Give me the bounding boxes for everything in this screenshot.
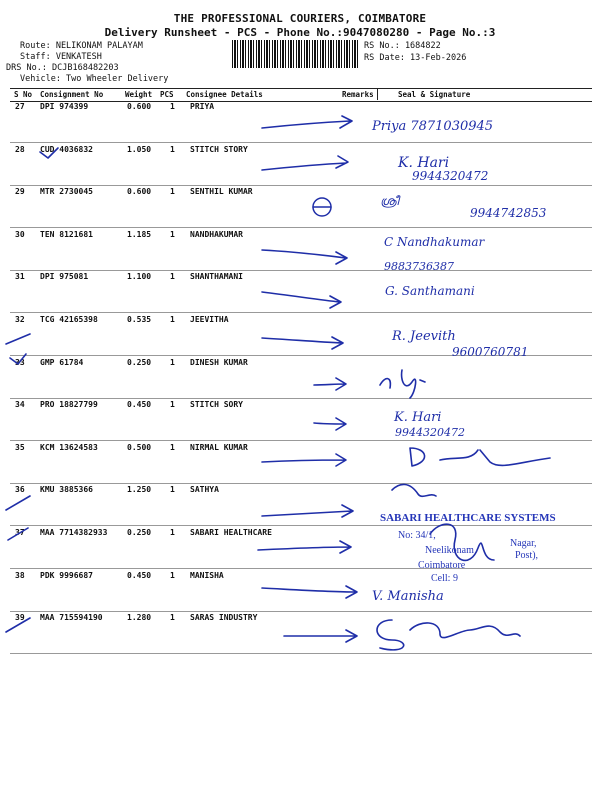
sign-27: Priya 7871030945 xyxy=(372,119,494,134)
row-weight: 0.535 xyxy=(127,315,152,324)
row-weight: 1.100 xyxy=(127,272,152,282)
sign-32a: R. Jeevith xyxy=(392,329,456,344)
row-weight: 1.185 xyxy=(127,229,152,239)
drs-label: DRS No.: DCJB168482203 xyxy=(6,63,119,73)
table-row xyxy=(10,611,592,654)
row-consignment: DPI 975081 xyxy=(40,272,89,282)
stamp-line3b: Post), xyxy=(515,550,539,561)
row-pcs: 1 xyxy=(170,485,175,495)
sign-29-mark: ശ്രീ xyxy=(380,194,399,208)
row-pcs: 1 xyxy=(170,613,175,623)
table-row xyxy=(10,483,592,526)
row-pcs: 1 xyxy=(170,144,175,154)
row-consignee: STITCH STORY xyxy=(190,144,248,154)
col-remarks: Remarks xyxy=(342,90,374,99)
vehicle-label: Vehicle: Two Wheeler Delivery xyxy=(20,74,169,84)
row-consignee: STITCH SORY xyxy=(190,400,243,410)
row-weight: 0.600 xyxy=(127,102,152,111)
col-seal: Seal & Signature xyxy=(398,90,471,99)
row-sno: 34 xyxy=(15,400,25,410)
row-pcs: 1 xyxy=(170,357,175,367)
row-consignment: KCM 13624583 xyxy=(40,442,98,452)
row-sno: 35 xyxy=(15,442,25,452)
row-consignment: PDK 9996687 xyxy=(40,570,93,580)
stamp-line2: No: 34/1, xyxy=(398,530,436,541)
runsheet-subtitle: Delivery Runsheet - PCS - Phone No.:9047080280 - Page No.:3 xyxy=(104,26,496,39)
table-row xyxy=(10,356,592,399)
table-row xyxy=(10,526,592,569)
row-pcs: 1 xyxy=(170,528,175,537)
row-consignee: NIRMAL KUMAR xyxy=(190,442,248,452)
row-sno: 37 xyxy=(15,528,25,537)
table-row xyxy=(10,441,592,484)
sign-30b: 9883736387 xyxy=(384,260,454,273)
row-sno: 32 xyxy=(15,315,25,324)
row-weight: 0.250 xyxy=(127,528,152,537)
stamp-line2b: Nagar, xyxy=(510,538,537,549)
row-sno: 29 xyxy=(15,187,25,197)
col-weight: Weight xyxy=(125,90,153,99)
barcode xyxy=(232,40,359,68)
row-consignment: KMU 3885366 xyxy=(40,485,93,495)
row-weight: 0.500 xyxy=(127,442,152,452)
row-weight: 1.250 xyxy=(127,485,152,495)
row-pcs: 1 xyxy=(170,229,175,239)
row-consignment: MAA 7714382933 xyxy=(40,528,108,537)
row-consignee: DINESH KUMAR xyxy=(190,357,248,367)
row-consignment: TCG 42165398 xyxy=(40,315,98,324)
row-consignee: MANISHA xyxy=(190,570,224,580)
row-consignment: PRO 18827799 xyxy=(40,400,98,410)
row-consignment: TEN 8121681 xyxy=(40,229,93,239)
col-pcs: PCS xyxy=(160,90,174,99)
row-weight: 1.050 xyxy=(127,144,152,154)
sign-28a: K. Hari xyxy=(398,155,450,171)
table-row xyxy=(10,228,592,271)
row-pcs: 1 xyxy=(170,187,175,197)
row-consignee: JEEVITHA xyxy=(190,315,229,324)
row-consignment: MTR 2730045 xyxy=(40,187,93,197)
sign-34a: K. Hari xyxy=(394,410,442,425)
row-pcs: 1 xyxy=(170,102,175,111)
row-sno: 36 xyxy=(15,485,25,495)
row-sno: 31 xyxy=(15,272,25,282)
row-sno: 28 xyxy=(15,144,25,154)
sign-30: C Nandhakumar xyxy=(384,235,485,249)
sign-31: G. Santhamani xyxy=(385,284,475,298)
header-divider xyxy=(377,88,378,100)
col-consignee: Consignee Details xyxy=(186,90,263,99)
row-sno: 30 xyxy=(15,229,25,239)
row-pcs: 1 xyxy=(170,400,175,410)
row-weight: 0.450 xyxy=(127,570,152,580)
row-consignee: PRIYA xyxy=(190,102,215,111)
sign-28b: 9944320472 xyxy=(412,169,489,183)
rs-number: RS No.: 1684822 xyxy=(364,41,441,51)
table-row xyxy=(10,143,592,186)
row-consignee: SHANTHAMANI xyxy=(190,272,243,282)
row-consignee: SARAS INDUSTRY xyxy=(190,613,258,623)
row-weight: 0.600 xyxy=(127,187,152,197)
col-sno: S No xyxy=(14,90,33,99)
row-consignment: DPI 974399 xyxy=(40,102,89,111)
sign-32b: 9600760781 xyxy=(452,345,529,359)
row-sno: 27 xyxy=(15,102,25,111)
row-consignee: NANDHAKUMAR xyxy=(190,229,243,239)
row-consignment: CUD 4036832 xyxy=(40,144,93,154)
rs-date: RS Date: 13-Feb-2026 xyxy=(364,53,467,63)
row-consignee: SATHYA xyxy=(190,485,219,495)
row-weight: 0.250 xyxy=(127,357,152,367)
row-consignment: MAA 715594190 xyxy=(40,613,103,623)
row-consignment: GMP 61784 xyxy=(40,357,84,367)
staff-label: Staff: VENKATESH xyxy=(20,52,102,62)
row-weight: 0.450 xyxy=(127,400,152,410)
row-pcs: 1 xyxy=(170,272,175,282)
row-consignee: SENTHIL KUMAR xyxy=(190,187,253,197)
sign-34b: 9944320472 xyxy=(395,426,465,439)
row-sno: 33 xyxy=(15,357,25,367)
table-row xyxy=(10,185,592,228)
table-row xyxy=(10,313,592,356)
row-weight: 1.280 xyxy=(127,613,152,623)
table-row xyxy=(10,569,592,612)
stamp-line4: Coimbatore xyxy=(418,560,466,571)
stamp-line1: SABARI HEALTHCARE SYSTEMS xyxy=(380,512,556,524)
col-consignment: Consignment No xyxy=(40,90,104,99)
sign-29: 9944742853 xyxy=(470,206,547,220)
row-pcs: 1 xyxy=(170,442,175,452)
sign-38: V. Manisha xyxy=(372,589,444,604)
row-sno: 38 xyxy=(15,570,25,580)
row-consignee: SABARI HEALTHCARE xyxy=(190,528,272,537)
route-label: Route: NELIKONAM PALAYAM xyxy=(20,41,143,51)
stamp-line5: Cell: 9 xyxy=(431,573,458,584)
row-pcs: 1 xyxy=(170,315,175,324)
stamp-line3: Neelikonam xyxy=(425,545,474,556)
row-pcs: 1 xyxy=(170,570,175,580)
table-row xyxy=(10,100,592,143)
company-title: THE PROFESSIONAL COURIERS, COIMBATORE xyxy=(173,12,427,25)
row-sno: 39 xyxy=(15,613,25,623)
table-row xyxy=(10,270,592,313)
table-row xyxy=(10,398,592,441)
